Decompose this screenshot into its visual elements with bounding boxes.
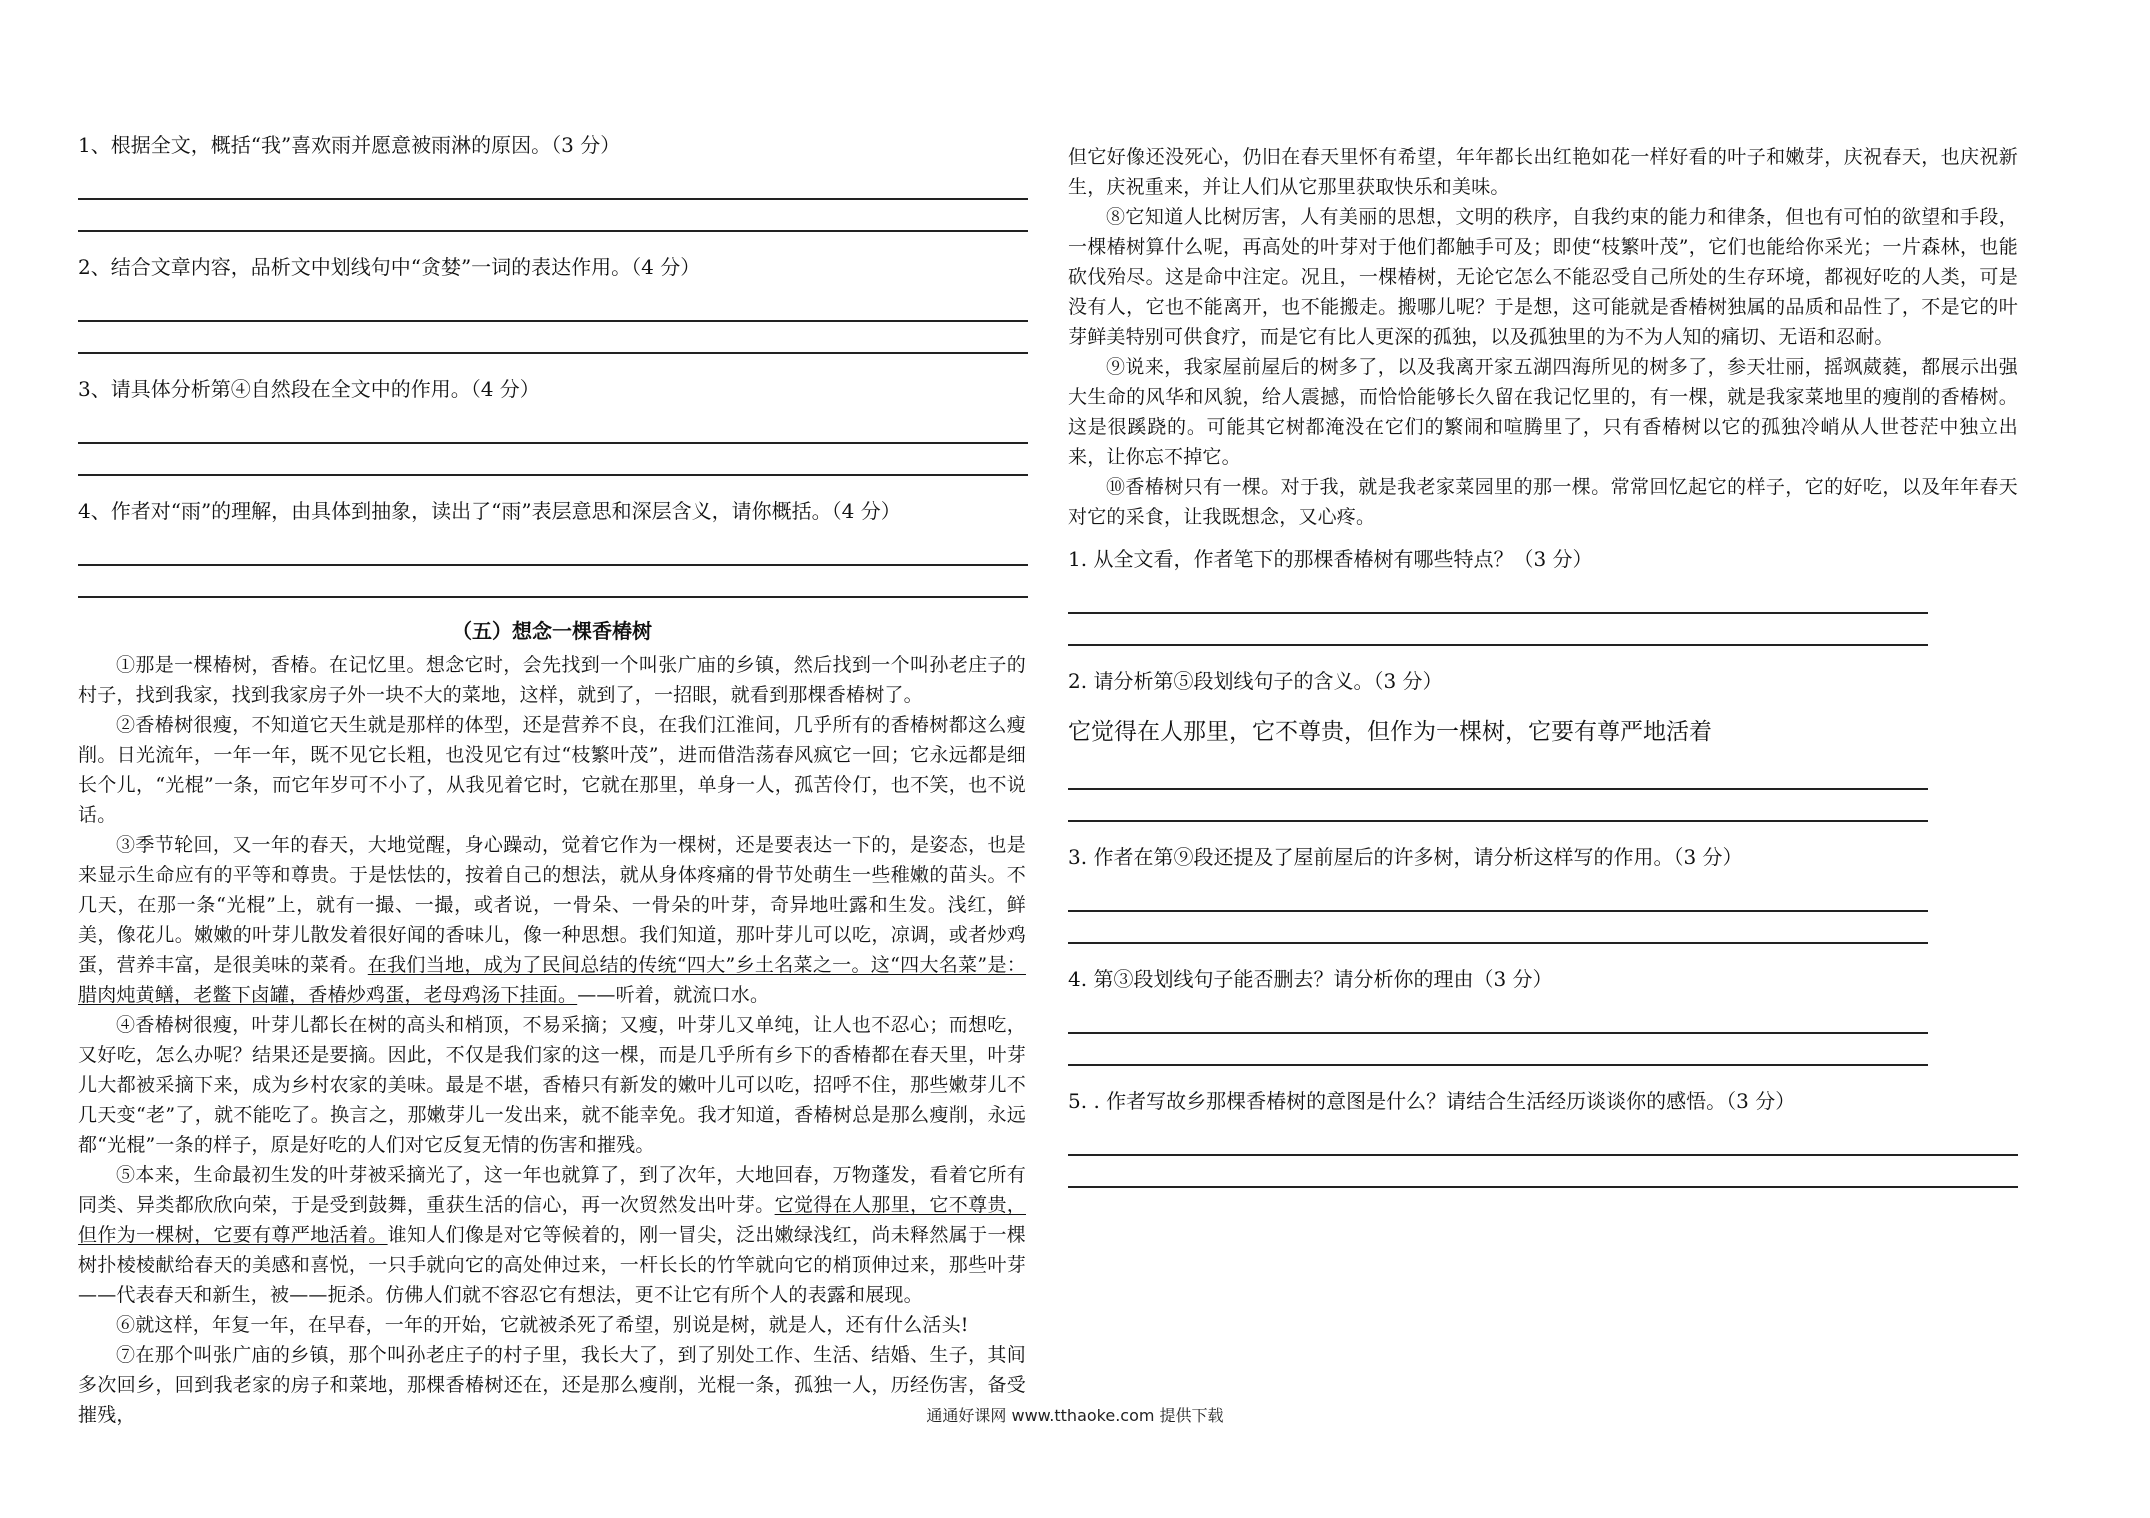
answer-line[interactable] — [78, 200, 1028, 232]
question-block-3 — [78, 372, 1026, 476]
right-question-block-1 — [1068, 542, 2018, 646]
answer-line[interactable] — [1068, 790, 1928, 822]
question-block-1 — [78, 128, 1026, 232]
question-text: 2. 请分析第⑤段划线句子的含义。（3 分） — [1068, 669, 1443, 693]
answer-line[interactable] — [1068, 614, 1928, 646]
paragraph-7: ⑦在那个叫张广庙的乡镇，那个叫孙老庄子的村子里，我长大了，到了别处工作、生活、结婚、生子，其间多次回乡，回到我老家的房子和菜地，那棵香椿树还在，还是那么瘦削，光棍一条，孤独一人，历经伤害，备受摧残， — [78, 1344, 1026, 1426]
answer-line[interactable] — [1068, 1124, 2018, 1156]
paragraph-9: ⑨说来，我家屋前屋后的树多了，以及我离开家五湖四海所见的树多了，参天壮丽，摇飒葳蕤，都展示出强大生命的风华和风貌，给人震撼，而恰恰能够长久留在我记忆里的，有一棵，就是我家菜地里的瘦削的香椿树。这是很蹊跷的。可能其它树都淹没在它们的繁闹和喧腾里了，只有香椿树以它的孤独冷峭从人世苍茫中独立出来，让你忘不掉它。 — [1068, 356, 2018, 468]
answer-line[interactable] — [78, 168, 1028, 200]
answer-line[interactable] — [1068, 1156, 2018, 1188]
answer-line[interactable] — [78, 290, 1028, 322]
answer-text: 它觉得在人那里，它不尊贵，但作为一棵树，它要有尊严地活着 — [1068, 719, 1712, 745]
left-column — [78, 128, 1026, 1430]
answer-line[interactable] — [78, 412, 1028, 444]
question-text: 1、根据全文，概括“我”喜欢雨并愿意被雨淋的原因。（3 分） — [78, 133, 621, 157]
right-question-block-4 — [1068, 962, 2018, 1066]
right-question-block-5 — [1068, 1084, 2018, 1188]
question-block-2 — [78, 250, 1026, 354]
answer-line[interactable] — [78, 444, 1028, 476]
right-column — [1068, 142, 2018, 1206]
footer-credit: 通通好课网 www.tthaoke.com 提供下载 — [926, 1406, 1224, 1425]
question-text: 4、作者对“雨”的理解，由具体到抽象，读出了“雨”表层意思和深层含义，请你概括。（4 分） — [78, 499, 901, 523]
paragraph-3 — [78, 830, 1026, 1010]
question-text: 1. 从全文看，作者笔下的那棵香椿树有哪些特点？（3 分） — [1068, 547, 1593, 571]
paragraph-2: ②香椿树很瘦，不知道它天生就是那样的体型，还是营养不良，在我们江淮间，几乎所有的香椿树都这么瘦削。日光流年，一年一年，既不见它长粗，也没见它有过“枝繁叶茂”，进而借浩荡春风疯它一回；它永远都是细长个儿，“光棍”一条，而它年岁可不小了，从我见着它时，它就在那里，单身一人，孤苦伶仃，也不笑，也不说话。 — [78, 714, 1026, 826]
right-question-block-2 — [1068, 664, 2018, 822]
paragraph-8: ⑧它知道人比树厉害，人有美丽的思想，文明的秩序，自我约束的能力和律条，但也有可怕的欲望和手段，一棵椿树算什么呢，再高处的叶芽对于他们都触手可及；即使“枝繁叶茂”，它们也能给你采光；一片森林，也能砍伐殆尽。这是命中注定。况且，一棵椿树，无论它怎么不能忍受自己所处的生存环境，都视好吃的人类，可是没有人，它也不能离开，也不能搬走。搬哪儿呢？于是想，这可能就是香椿树独属的品质和品性了，不是它的叶芽鲜美特别可供食疗，而是它有比人更深的孤独，以及孤独里的为不为人知的痛切、无语和忍耐。 — [1068, 206, 2018, 348]
underlined-sentence: 它觉得在人那里，它不尊贵，但作为一棵树，它要有尊严地活着。 — [78, 1194, 1026, 1246]
answer-line[interactable] — [78, 566, 1028, 598]
answer-line[interactable] — [1068, 912, 1928, 944]
paragraph-3-text: ③季节轮回，又一年的春天，大地觉醒，身心躁动，觉着它作为一棵树，还是要表达一下的，是姿态，也是来显示生命应有的平等和尊贵。于是怯怯的，按着自己的想法，就从身体疼痛的骨节处萌生一些稚嫩的苗头。不几天，在那一条“光棍”上，就有一撮、一撮，或者说，一骨朵、一骨朵的叶芽，奇异地吐露和生发。浅红，鲜美，像花儿。嫩嫩的叶芽儿散发着很好闻的香味儿，像一种思想。我们知道，那叶芽儿可以吃，凉调，或者炒鸡蛋，营养丰富，是很美味的菜肴。 — [78, 834, 1026, 976]
paragraph-6: ⑥就这样，年复一年，在早春，一年的开始，它就被杀死了希望，别说是树，就是人，还有什么活头! — [116, 1314, 969, 1336]
paragraph-1: ①那是一棵椿树，香椿。在记忆里。想念它时，会先找到一个叫张广庙的乡镇，然后找到一个叫孙老庄子的村子，找到我家，找到我家房子外一块不大的菜地，这样，就到了，一招眼，就看到那棵香椿树了。 — [78, 654, 1026, 706]
answer-line[interactable] — [78, 322, 1028, 354]
right-question-block-3 — [1068, 840, 2018, 944]
paragraph-3-tail: ——听着，就流口水。 — [577, 984, 770, 1006]
answer-line[interactable] — [1068, 758, 1928, 790]
question-text: 2、结合文章内容，品析文中划线句中“贪婪”一词的表达作用。（4 分） — [78, 255, 701, 279]
answer-line[interactable] — [1068, 880, 1928, 912]
paragraph-10: ⑩香椿树只有一棵。对于我，就是我老家菜园里的那一棵。常常回忆起它的样子，它的好吃，以及年年春天对它的采食，让我既想念，又心疼。 — [1068, 476, 2018, 528]
question-text: 5. . 作者写故乡那棵香椿树的意图是什么？请结合生活经历谈谈你的感悟。（3 分） — [1068, 1089, 1796, 1113]
underlined-sentence: 在我们当地，成为了民间总结的传统“四大”乡土名菜之一。这“四大名菜”是：腊肉炖黄鳝，老鳖下卤罐，香椿炒鸡蛋，老母鸡汤下挂面。 — [78, 954, 1026, 1006]
paragraph-4: ④香椿树很瘦，叶芽儿都长在树的高头和梢顶，不易采摘；又瘦，叶芽儿又单纯，让人也不忍心；而想吃，又好吃，怎么办呢？结果还是要摘。因此，不仅是我们家的这一棵，而是几乎所有乡下的香椿都在春天里，叶芽儿大都被采摘下来，成为乡村农家的美味。最是不堪，香椿只有新发的嫩叶儿可以吃，招呼不住，那些嫩芽儿不几天变“老”了，就不能吃了。换言之，那嫩芽儿一发出来，就不能幸免。我才知道，香椿树总是那么瘦削，永远都“光棍”一条的样子，原是好吃的人们对它反复无情的伤害和摧残。 — [78, 1014, 1026, 1156]
article-title: （五）想念一棵香椿树 — [452, 619, 652, 643]
paragraph-5 — [78, 1160, 1026, 1310]
answer-line[interactable] — [78, 534, 1028, 566]
question-text: 3、请具体分析第④自然段在全文中的作用。（4 分） — [78, 377, 540, 401]
question-block-4 — [78, 494, 1026, 598]
answer-line[interactable] — [1068, 582, 1928, 614]
answer-line[interactable] — [1068, 1034, 1928, 1066]
question-text: 4. 第③段划线句子能否删去？请分析你的理由（3 分） — [1068, 967, 1553, 991]
question-text: 3. 作者在第⑨段还提及了屋前屋后的许多树，请分析这样写的作用。（3 分） — [1068, 845, 1743, 869]
paragraph-7-continued: 但它好像还没死心，仍旧在春天里怀有希望，年年都长出红艳如花一样好看的叶子和嫩芽，庆祝春天，也庆祝新生，庆祝重来，并让人们从它那里获取快乐和美味。 — [1068, 146, 2018, 198]
paragraph-5-tail: 谁知人们像是对它等候着的，刚一冒尖，泛出嫩绿浅红，尚未释然属于一棵树扑棱棱献给春天的美感和喜悦，一只手就向它的高处伸过来，一杆长长的竹竿就向它的梢顶伸过来，那些叶芽——代表春天和新生，被——扼杀。仿佛人们就不容忍它有想法，更不让它有所个人的表露和展现。 — [78, 1224, 1027, 1306]
paragraph-5-text: ⑤本来，生命最初生发的叶芽被采摘光了，这一年也就算了，到了次年，大地回春，万物蓬发，看着它所有同类、异类都欣欣向荣，于是受到鼓舞，重获生活的信心，再一次贸然发出叶芽。 — [78, 1164, 1026, 1216]
answer-line[interactable] — [1068, 1002, 1928, 1034]
